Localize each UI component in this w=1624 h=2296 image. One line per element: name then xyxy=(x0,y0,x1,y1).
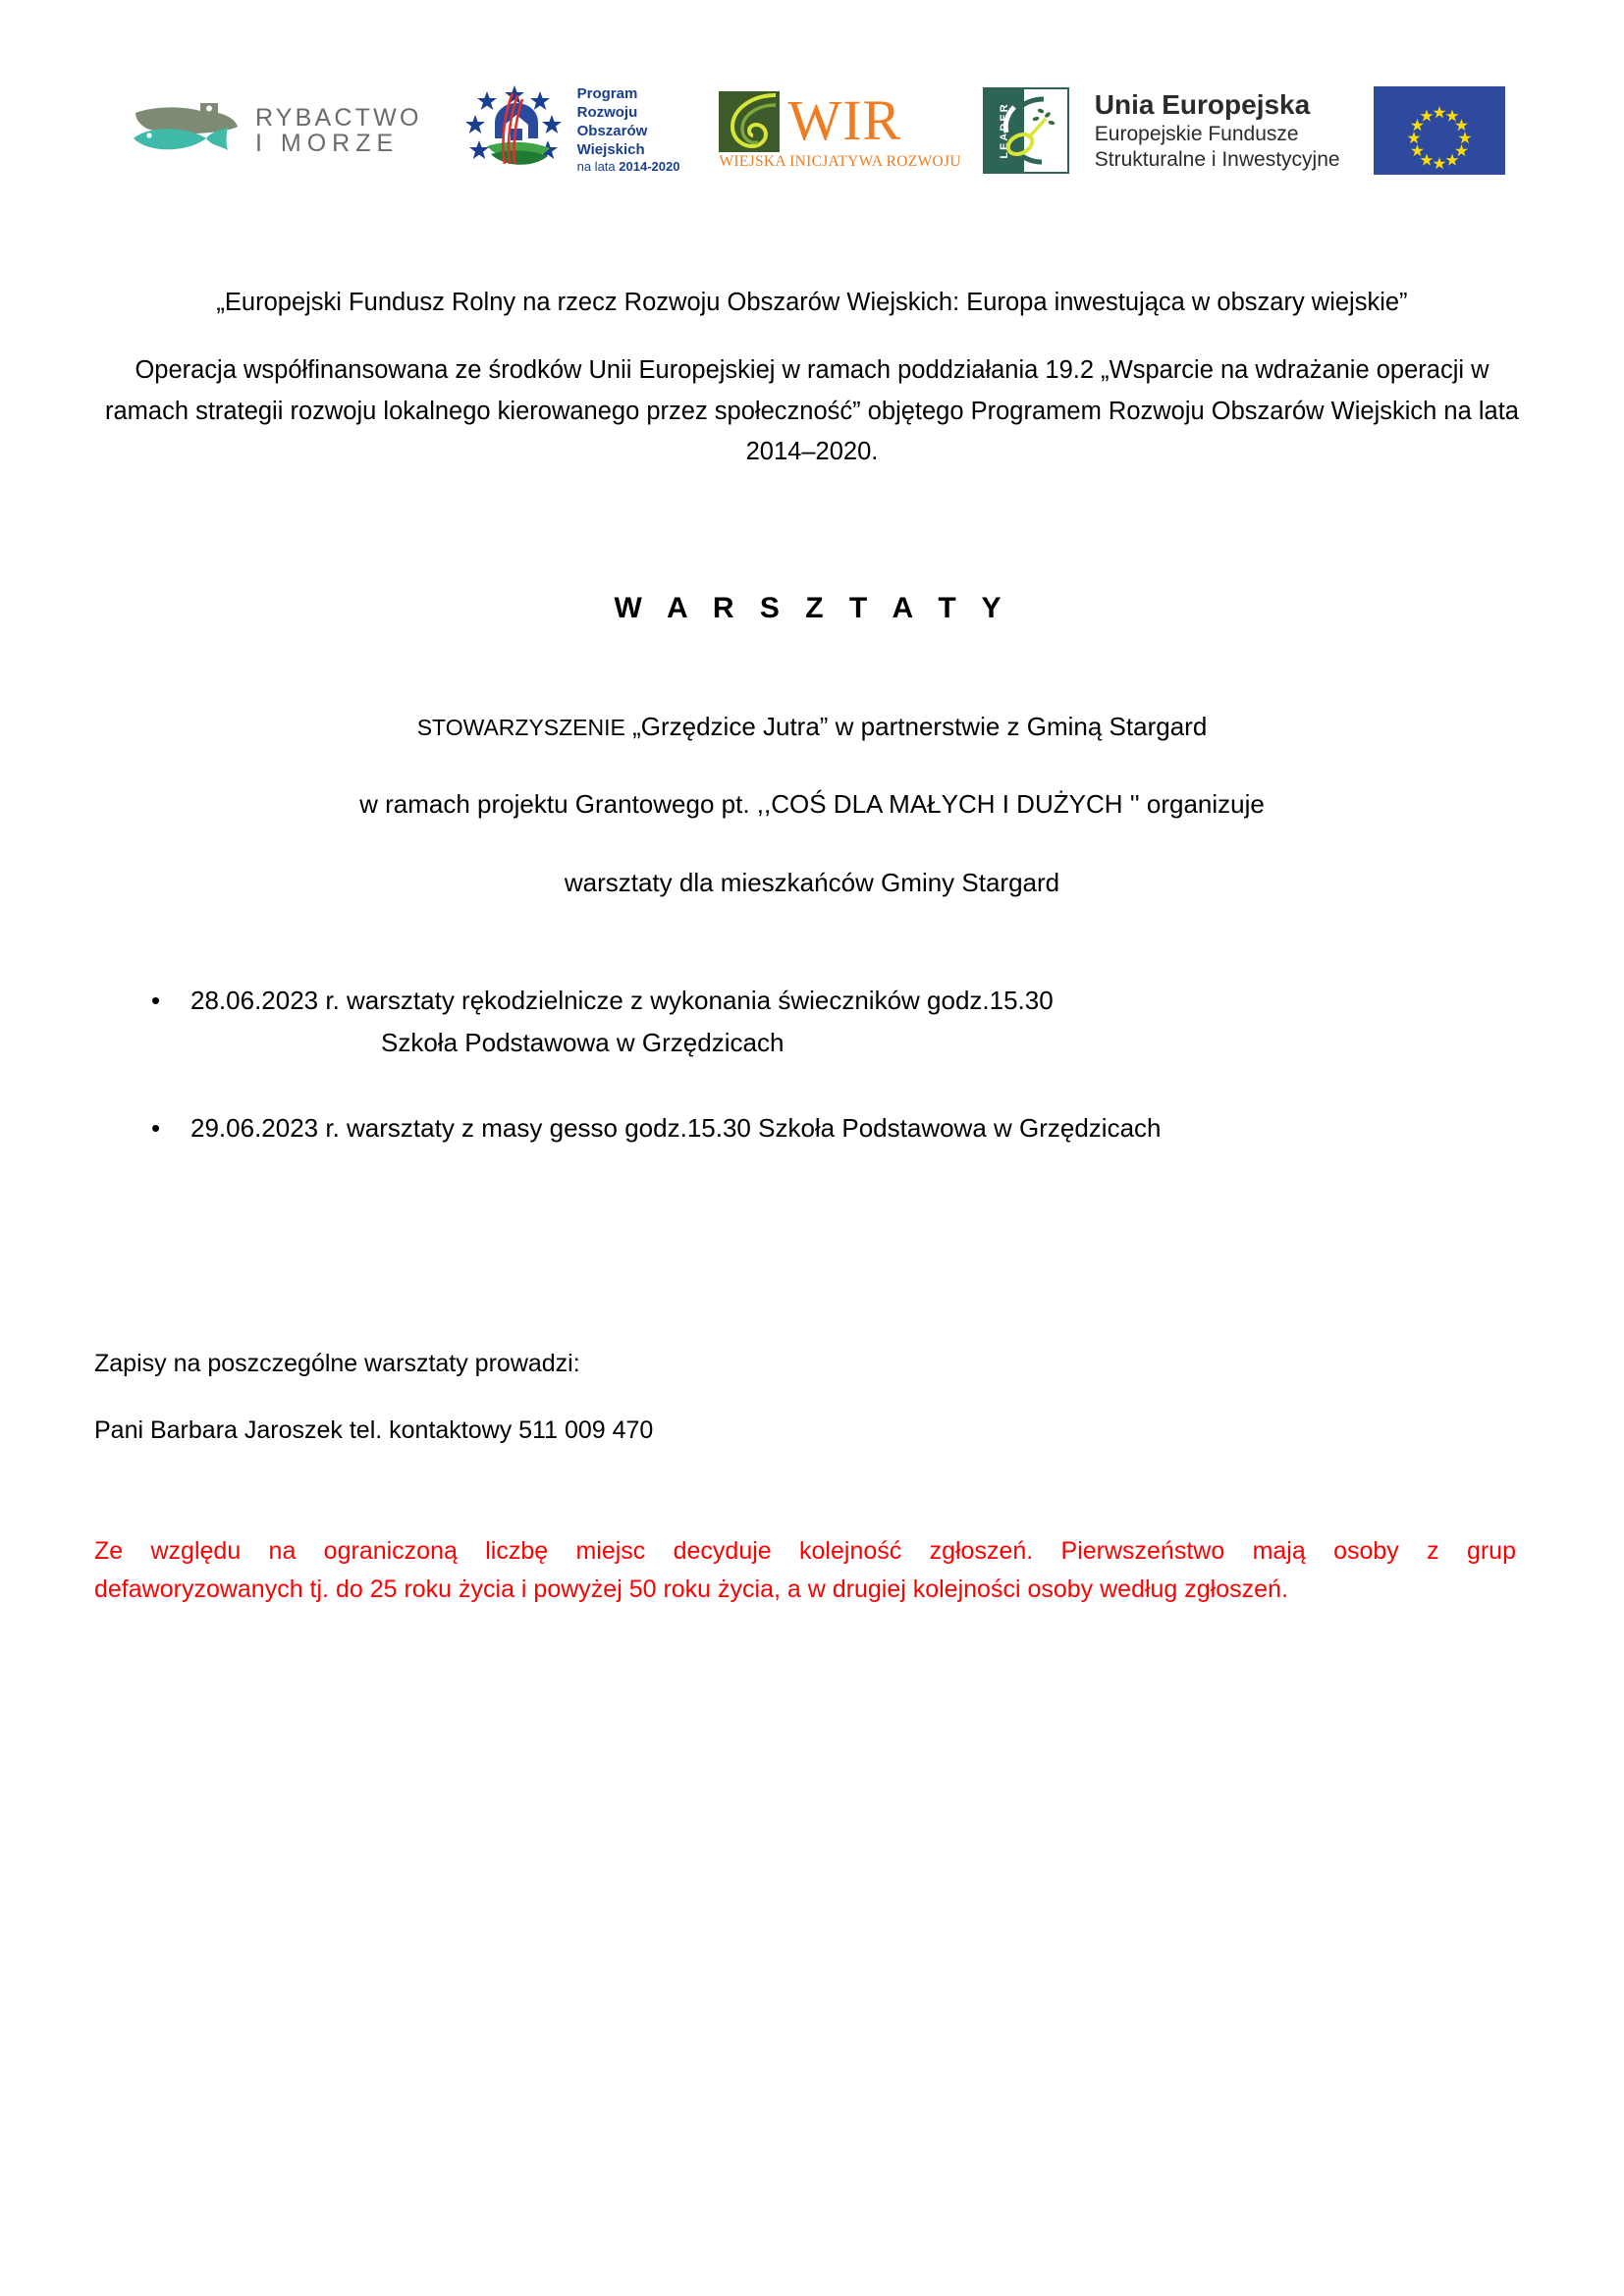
logo-wir xyxy=(719,88,961,171)
logo-unia-europejska xyxy=(1095,88,1340,172)
logo-eu-flag xyxy=(1374,86,1505,175)
workshop-2-main: 29.06.2023 r. warsztaty z masy gesso godz.15.30 Szkoła Podstawowa w Grzędzicach xyxy=(190,1112,1162,1143)
logo-rybactwo-line2: I MORZE xyxy=(255,130,400,157)
workshop-1-location: Szkoła Podstawowa w Grzędzicach xyxy=(381,1027,785,1057)
fish-boat-icon xyxy=(128,99,244,162)
logo-rybactwo-line1: RYBACTWO xyxy=(255,103,422,132)
eu-flag-icon xyxy=(1374,86,1505,175)
organizer-line-3: warsztaty dla mieszkańców Gminy Stargard xyxy=(564,867,1060,897)
logo-prow-years-prefix: na lata xyxy=(576,159,616,175)
logo-leader-word: LEADER xyxy=(998,102,1010,159)
signup-contact: Pani Barbara Jaroszek tel. kontaktowy 511 009 470 xyxy=(94,1416,654,1445)
priority-note-line-1: Ze względu na ograniczoną liczbę miejsc decyduje kolejność zgłoszeń. Pierwszeństwo mają osoby z grup xyxy=(94,1536,1516,1565)
page-title: W A R S Z T A T Y xyxy=(614,592,1010,625)
organizer-name-rest: „Grzędzice Jutra” w partnerstwie z Gminą Stargard xyxy=(624,712,1208,742)
wir-spiral-icon xyxy=(719,91,780,152)
logo-prow xyxy=(465,83,680,178)
priority-note-line-2: defaworyzowanych tj. do 25 roku życia i powyżej 50 roku życia, a w drugiej kolejności osoby według zgłoszeń. xyxy=(94,1575,1288,1603)
logo-ue-line2: Europejskie Fundusze xyxy=(1094,123,1299,146)
workshop-list xyxy=(94,983,1530,1147)
logo-prow-years-value: 2014-2020 xyxy=(619,159,680,175)
organizer-line-2: w ramach projektu Grantowego pt. ,,COŚ DLA MAŁYCH I DUŻYCH '' organizuje xyxy=(359,789,1265,820)
signup-heading: Zapisy na poszczególne warsztaty prowadzi: xyxy=(94,1350,580,1378)
document-body xyxy=(94,283,1530,1608)
logo-leader xyxy=(983,87,1069,174)
logo-ue-text xyxy=(1095,88,1340,172)
logo-wir-word: WIR xyxy=(787,88,902,153)
list-item xyxy=(94,983,1530,1061)
priority-note xyxy=(94,1532,1516,1609)
signup-block xyxy=(94,1348,1530,1448)
prow-emblem-icon xyxy=(465,83,568,178)
bullet-marker-icon: • xyxy=(151,985,161,1015)
logo-wir-row xyxy=(719,88,902,153)
organizer-block xyxy=(94,712,1530,898)
logo-ue-line3: Strukturalne i Inwestycyjne xyxy=(1094,148,1340,172)
logo-wir-subtitle: WIEJSKA INICJATYWA ROZWOJU xyxy=(719,152,961,170)
logo-rybactwo-i-morze xyxy=(128,99,422,162)
logo-prow-line4: Wiejskich xyxy=(576,140,645,158)
organizer-line-1 xyxy=(94,712,1530,742)
intro-quote: „Europejski Fundusz Rolny na rzecz Rozwoju Obszarów Wiejskich: Europa inwestująca w obszary wiejskie” xyxy=(216,289,1408,316)
logo-rybactwo-text xyxy=(255,105,422,157)
leader-emblem-icon xyxy=(983,87,1069,174)
logo-prow-line2: Rozwoju xyxy=(576,104,638,122)
logo-ue-line1: Unia Europejska xyxy=(1094,89,1311,121)
logo-strip xyxy=(128,77,1502,185)
bullet-marker-icon: • xyxy=(151,1112,161,1143)
list-item xyxy=(94,1110,1530,1147)
logo-prow-line3: Obszarów xyxy=(576,122,648,139)
logo-prow-text xyxy=(577,85,680,175)
intro-paragraph: Operacja współfinansowana ze środków Unii Europejskiej w ramach poddziałania 19.2 „Wsparcie na wdrażanie operacji w ramach strategii rozwoju lokalnego kierowanego przez społeczność” objętego Programem Rozwoju Obszarów Wiejskich na lata 2014–2020. xyxy=(104,356,1519,465)
workshop-1-main: 28.06.2023 r. warsztaty rękodzielnicze z wykonania świeczników godz.15.30 xyxy=(190,985,1054,1015)
logo-prow-years xyxy=(577,159,680,175)
logo-prow-line1: Program xyxy=(576,85,638,103)
organizer-name-caps: STOWARZYSZENIE xyxy=(416,715,625,741)
